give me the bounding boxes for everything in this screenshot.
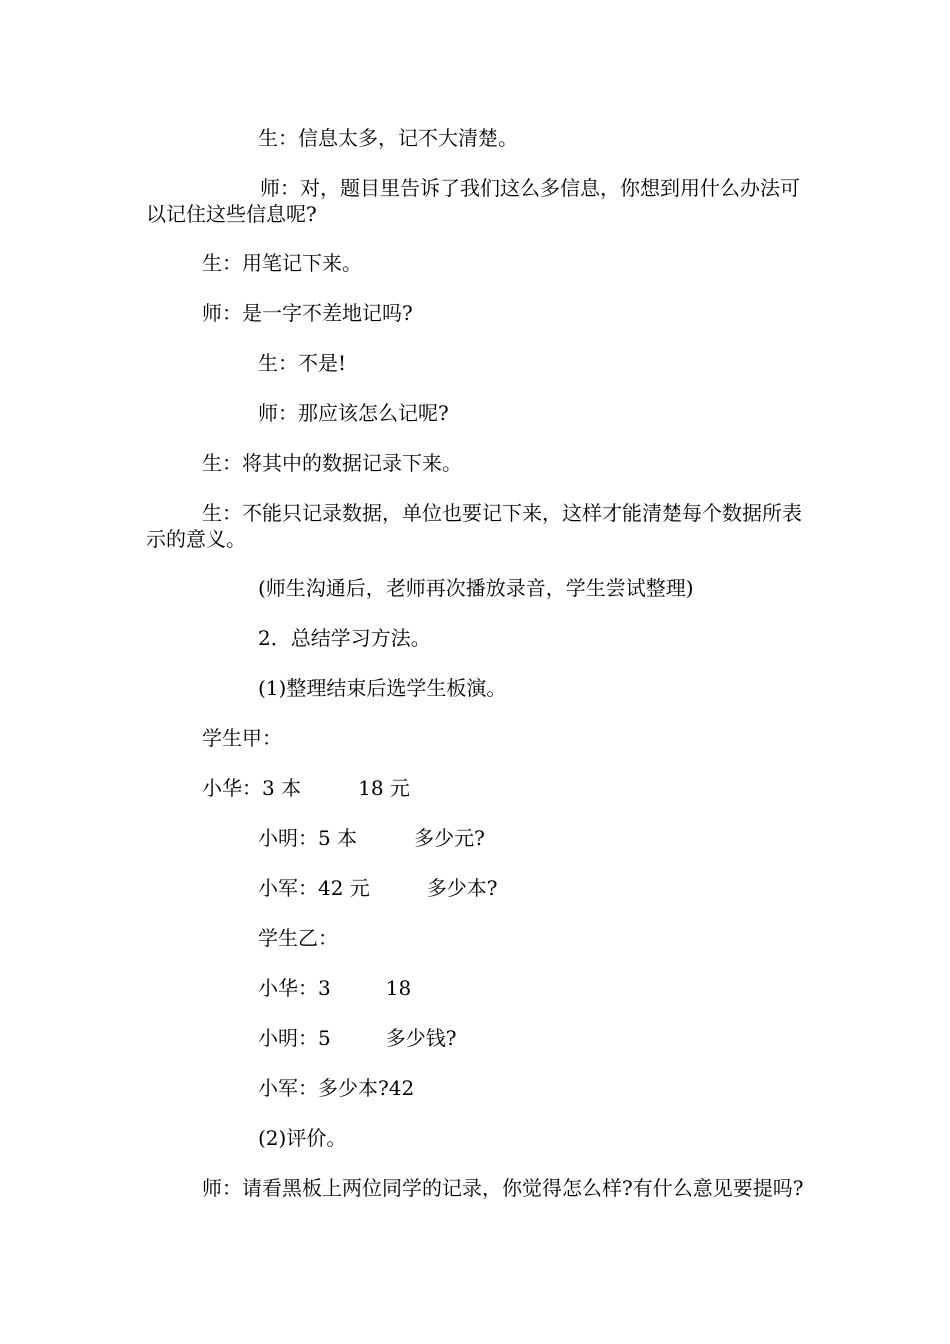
step-1-board-demo: (1)整理结束后选学生板演。 xyxy=(258,676,507,700)
student-a-xiaoming-label: 小明：5 本 xyxy=(258,826,358,850)
student-b-xiaojun-label: 小军：多少本?42 xyxy=(258,1076,415,1100)
paragraph-student-units-too: 生：不能只记录数据，单位也要记下来，这样才能清楚每个数据所表示的意义。 xyxy=(146,501,802,551)
student-b-xiaohua-row xyxy=(258,975,411,1001)
student-a-xiaoming-row xyxy=(258,825,485,851)
paragraph-student-no: 生：不是! xyxy=(258,351,347,375)
paragraph-teacher-how-to-record: 师：那应该怎么记呢? xyxy=(258,401,449,425)
paragraph-student-write-down: 生：用笔记下来。 xyxy=(202,251,362,275)
paragraph-student-record-data: 生：将其中的数据记录下来。 xyxy=(202,451,462,475)
student-a-xiaohua-row xyxy=(202,775,410,801)
student-b-xiaoming-label: 小明：5 xyxy=(258,1026,331,1050)
student-b-xiaojun-row xyxy=(258,1075,414,1101)
student-a-xiaoming-value: 多少元? xyxy=(414,826,485,850)
section-summarize-method: 2．总结学习方法。 xyxy=(258,626,431,650)
student-a-xiaohua-label: 小华：3 本 xyxy=(202,776,302,800)
paragraph-teacher-evaluate-records: 师：请看黑板上两位同学的记录，你觉得怎么样?有什么意见要提吗? xyxy=(202,1176,804,1200)
student-a-xiaojun-row xyxy=(258,875,498,901)
paragraph-teacher-word-for-word: 师：是一字不差地记吗? xyxy=(202,301,413,325)
paragraph-student-too-much-info: 生：信息太多，记不大清楚。 xyxy=(258,126,518,150)
student-b-heading: 学生乙： xyxy=(258,926,338,950)
step-2-evaluate: (2)评价。 xyxy=(258,1126,347,1150)
student-a-xiaohua-value: 18 元 xyxy=(358,776,410,800)
student-b-xiaohua-value: 18 xyxy=(385,976,412,1000)
student-b-xiaohua-label: 小华：3 xyxy=(258,976,331,1000)
student-a-heading: 学生甲： xyxy=(202,726,282,750)
student-b-xiaoming-row xyxy=(258,1025,456,1051)
paragraph-replay-recording: (师生沟通后，老师再次播放录音，学生尝试整理) xyxy=(258,576,694,600)
student-a-xiaojun-label: 小军：42 元 xyxy=(258,876,370,900)
student-b-xiaoming-value: 多少钱? xyxy=(385,1026,457,1050)
student-a-xiaojun-value: 多少本? xyxy=(426,876,498,900)
paragraph-teacher-how-to-remember: 师：对，题目里告诉了我们这么多信息，你想到用什么办法可以记住这些信息呢? xyxy=(146,176,800,226)
